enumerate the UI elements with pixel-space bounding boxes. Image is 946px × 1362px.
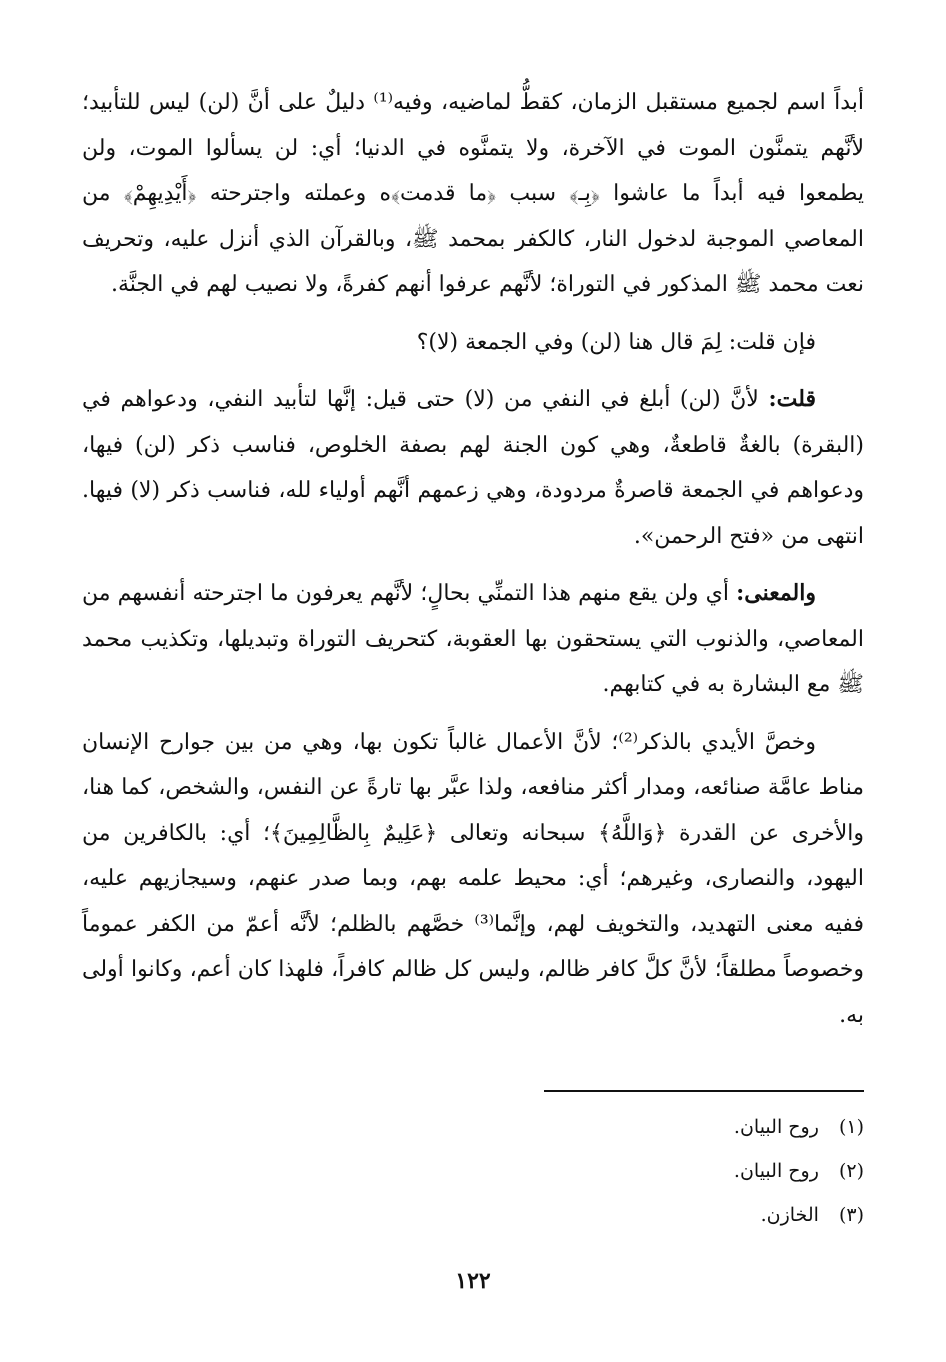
footnote-1-text: روح البيان. bbox=[733, 1116, 819, 1138]
footnote-3-number: (٣) bbox=[838, 1204, 864, 1226]
footnote-1-number: (١) bbox=[838, 1116, 864, 1138]
footnote-3 bbox=[464, 1193, 864, 1237]
paragraph-5-text: وخصَّ الأيدي بالذكر⁽²⁾؛ لأنَّ الأعمال غالباً تكون بها، وهي من بين جوارح الإنسان مناط عامَّة صنائعه، ومدار أكثر منافعه، ولذا عبَّر بها تارةً عن النفس، والشخص، كما هنا، والأخرى عن القدرة ﴿وَاللَّهُ﴾ سبحانه وتعالى ﴿عَلِيمٌ بِالظَّالِمِينَ﴾؛ أي: بالكافرين من اليهود، والنصارى، وغيرهم؛ أي: محيط علمه بهم، وبما صدر عنهم، وسيجازيهم عليه، ففيه معنى التهديد، والتخويف لهم، وإنَّما⁽³⁾ خصَّهم بالظلم؛ لأنَّه أعمّ من الكفر عموماً وخصوصاً مطلقاً؛ لأنَّ كلَّ كافر ظالم، وليس كل ظالم كافراً، فلهذا كان أعم، وكانوا أولى به. bbox=[82, 729, 864, 1028]
footnote-3-text: الخازن. bbox=[760, 1204, 819, 1226]
footnote-2-number: (٢) bbox=[838, 1160, 864, 1182]
paragraph-2-text: فإن قلت: لِمَ قال هنا (لن) وفي الجمعة (لا)؟ bbox=[416, 329, 816, 355]
footnote-divider bbox=[544, 1090, 864, 1092]
paragraph-2 bbox=[82, 320, 864, 366]
paragraph-1-text: أبداً اسم لجميع مستقبل الزمان، كقطُّ لماضيه، وفيه⁽¹⁾ دليلٌ على أنَّ (لن) ليس للتأبيد؛ لأنَّهم يتمنَّون الموت في الآخرة، ولا يتمنَّوه في الدنيا؛ أي: لن يسألوا الموت، ولن يطمعوا فيه أبداً ما عاشوا ﴿بِـ﴾ سبب ﴿ما قدمت﴾ه وعملته واجترحته ﴿أَيْدِيهِمْ﴾ من المعاصي الموجبة لدخول النار، كالكفر بمحمد ﷺ، وبالقرآن الذي أنزل عليه، وتحريف نعت محمد ﷺ المذكور في التوراة؛ لأنَّهم عرفوا أنهم كفرةً، ولا نصيب لهم في الجنَّة. bbox=[82, 90, 864, 297]
footnotes bbox=[464, 1105, 864, 1237]
main-text bbox=[82, 80, 864, 1038]
page-number: ١٢٢ bbox=[455, 1268, 491, 1294]
paragraph-5 bbox=[82, 720, 864, 1039]
paragraph-3-text: لأنَّ (لن) أبلغ في النفي من (لا) حتى قيل: إنَّها لتأبيد النفي، ودعواهم في (البقرة) بالغةٌ قاطعةٌ، وهي كون الجنة لهم بصفة الخلوص، فناسب ذكر (لن) فيها، ودعواهم في الجمعة قاصرةٌ مردودة، وهي زعمهم أنَّهم أولياء لله، فناسب ذكر (لا) فيها. انتهى من «فتح الرحمن». bbox=[82, 387, 864, 549]
paragraph-4 bbox=[82, 571, 864, 708]
footnote-2-text: روح البيان. bbox=[733, 1160, 819, 1182]
paragraph-3 bbox=[82, 377, 864, 559]
paragraph-3-lead: قلت: bbox=[768, 386, 816, 412]
paragraph-1 bbox=[82, 80, 864, 308]
footnote-2 bbox=[464, 1149, 864, 1193]
footnote-1 bbox=[464, 1105, 864, 1149]
paragraph-4-text: أي ولن يقع منهم هذا التمنِّي بحالٍ؛ لأنَّهم يعرفون ما اجترحته أنفسهم من المعاصي، والذنوب التي يستحقون بها العقوبة، كتحريف التوراة وتبديلها، وتكذيب محمد ﷺ مع البشارة به في كتابهم. bbox=[82, 581, 864, 697]
paragraph-4-lead: والمعنى: bbox=[736, 580, 816, 606]
